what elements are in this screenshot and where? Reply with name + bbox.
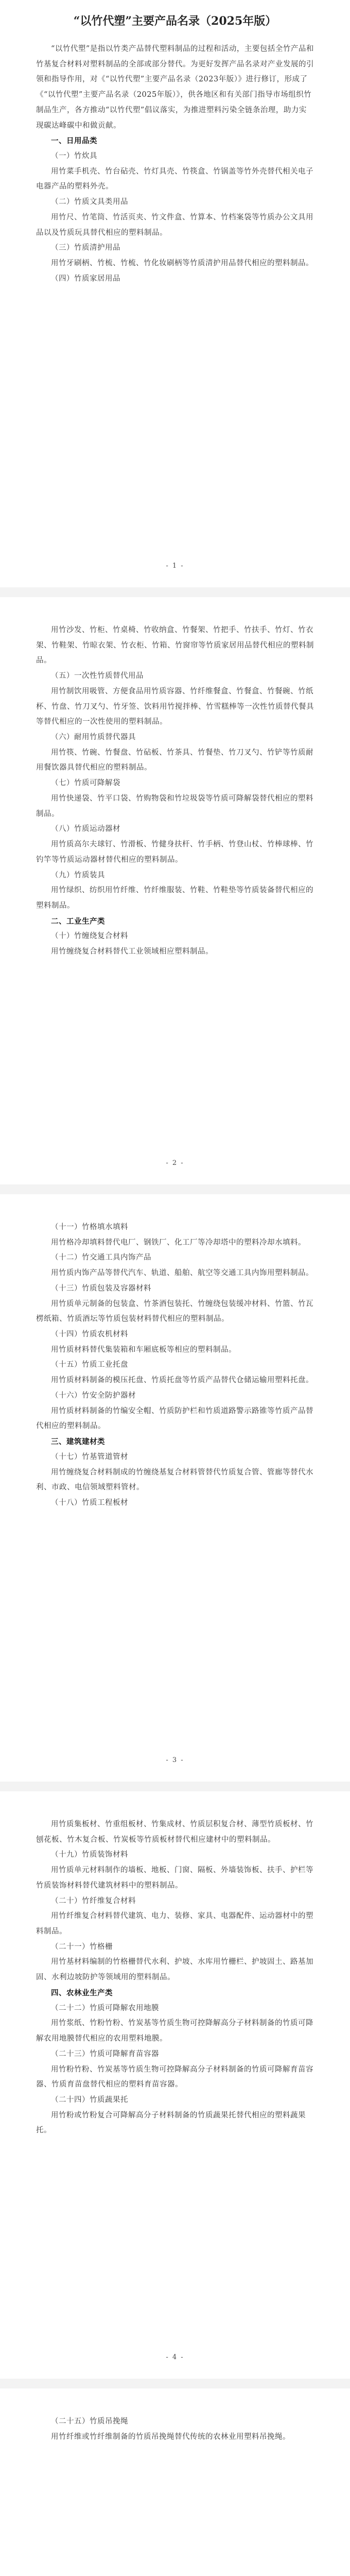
body-paragraph: 用竹质单元制备的包装盒、竹茶酒包装托、竹缠绕包装缓冲材料、竹篮、竹瓦楞纸箱、竹质酒坛等竹质包装材料替代相应的塑料制品。 xyxy=(36,1299,313,1324)
body-paragraph: 用竹制饮用吸管、方便食品用竹质容器、竹纤维餐盒、竹餐盒、竹餐碗、竹纸杯、竹盘、竹刀叉勺、竹牙签、饮料用竹搅拌棒、竹雪糕棒等一次性竹质替代餐具等替代相应的一次性使用的塑料制品。 xyxy=(36,687,314,726)
body-paragraph: 用竹绿织、纺织用竹纤维、竹纤维服装、竹鞋、竹鞋垫等竹质装备替代相应的塑料制品。 xyxy=(36,886,313,910)
subsection-heading: （十四）竹质农机材料 xyxy=(51,1330,128,1339)
document-page-3 xyxy=(0,1194,350,1782)
page-body xyxy=(36,1817,314,2139)
section-heading: 二、工业生产类 xyxy=(51,917,105,926)
subsection-heading: （二十五）竹质吊挽绳 xyxy=(51,2417,128,2426)
subsection-heading: （八）竹质运动器材 xyxy=(51,825,120,834)
body-paragraph: 用竹粉或竹粉复合可降解高分子材料制备的竹质蔬果托替代相应的塑料蔬果托。 xyxy=(36,2111,306,2135)
body-paragraph: 用竹快递袋、竹平口袋、竹购物袋和竹垃圾袋等竹质可降解袋替代相应的塑料制品。 xyxy=(36,794,313,818)
body-paragraph: 用竹缠绕复合材料制成的竹缠绕基复合材料管替代竹质复合管、管廊等替代水利、市政、电信领域塑料管材。 xyxy=(36,1468,313,1492)
body-paragraph: 用竹质高尔夫球钉、竹滑板、竹健身扶杆、竹手柄、竹登山杖、竹棒球棒、竹钓竿等竹质运动器材替代相应的塑料制品。 xyxy=(36,840,313,864)
subsection-heading: （十八）竹质工程板材 xyxy=(51,1498,128,1507)
body-paragraph: 用竹纤维或竹纤维制备的竹质吊挽绳替代传统的农林业用塑料吊挽绳。 xyxy=(51,2432,290,2441)
subsection-heading: （十）竹缠绕复合材料 xyxy=(51,932,128,941)
body-paragraph: 用竹尺、竹笔筒、竹活页夹、竹文件盒、竹算本、竹档案袋等竹质办公文具用品以及竹质玩具替代相应的塑料制品。 xyxy=(36,213,313,237)
body-paragraph: “以竹代塑”是指以竹类产品替代塑料制品的过程和活动，主要包括全竹产品和竹基复合材料对塑料制品的全部或部分替代。为更好发挥产品名录对产业发展的引领和指导作用，对《“以竹代塑”主要产品名录（2023年版）》进行修订，形成了《“以竹代塑”主要产品名录（2025年版）》，供各地区和有关部门指导市场组织竹制品生产，各方推动“以竹代塑”倡议落实，为推进塑料污染全链条治理，助力实现碳达峰碳中和做贡献。 xyxy=(36,45,314,130)
body-paragraph: 用竹牙刷柄、竹梳、竹梳、竹化妆刷柄等竹质清护用品替代相应的塑料制品。 xyxy=(51,259,313,268)
subsection-heading: （二）竹质文具类用品 xyxy=(51,198,128,207)
section-heading: 四、农林业生产类 xyxy=(51,1988,113,1997)
body-paragraph: 用竹质内饰产品等替代汽车、轨道、船舶、航空等交通工具内饰用塑料制品。 xyxy=(51,1269,313,1278)
subsection-heading: （一）竹炊具 xyxy=(51,152,97,161)
body-paragraph: 用竹质材料制备的模压托盘、竹质托盘等竹质产品替代仓储运输用塑料托盘。 xyxy=(51,1376,313,1385)
page-body xyxy=(36,42,314,287)
subsection-heading: （十一）竹格填水填料 xyxy=(51,1223,128,1231)
subsection-heading: （十九）竹质装饰材料 xyxy=(51,1851,128,1859)
body-paragraph: 用竹缠绕复合材料替代工业领域相应塑料制品。 xyxy=(51,947,213,956)
subsection-heading: （二十二）竹质可降解农用地膜 xyxy=(51,2004,159,2012)
section-heading: 三、建筑建材类 xyxy=(51,1437,105,1447)
subsection-heading: （四）竹质家居用品 xyxy=(51,274,120,283)
page-number: - 2 - xyxy=(166,1159,184,1167)
section-heading: 一、日用品类 xyxy=(51,137,97,146)
subsection-heading: （二十一）竹格栅 xyxy=(51,1942,113,1951)
subsection-heading: （九）竹质装具 xyxy=(51,871,105,879)
body-paragraph: 用竹纤维复合材料替代建筑、电力、装修、家具、电器配件、运动器材中的塑料制品。 xyxy=(36,1912,313,1936)
body-paragraph: 用竹质单元材料制作的墙板、地板、门窗、隔板、外墙装饰板、扶手、护栏等竹质装饰材料替代建筑材料中的塑料制品。 xyxy=(36,1866,313,1890)
subsection-heading: （十七）竹基管道管材 xyxy=(51,1452,128,1461)
page-number: - 4 - xyxy=(166,2353,184,2361)
body-paragraph: 用竹浆纸、竹粉竹粉、竹炭基等竹质生物可控降解高分子材料制备的竹质可降解农用地膜替代相应的农用塑料地膜。 xyxy=(36,2019,313,2043)
body-paragraph: 用竹粉竹粉、竹炭基等竹质生物可控降解高分子材料制备的竹质可降解育苗容器、竹质育苗盘替代相应的塑料育苗容器。 xyxy=(36,2065,313,2089)
subsection-heading: （十五）竹质工业托盘 xyxy=(51,1361,128,1369)
body-paragraph: 用竹沙发、竹柜、竹桌椅、竹收纳盒、竹餐架、竹把手、竹扶手、竹灯、竹衣架、竹鞋架、竹晾衣架、竹衣柜、竹箱、竹窗帘等竹质家居用品替代相应的塑料制品。 xyxy=(36,626,314,665)
subsection-heading: （二十三）竹质可降解育苗容器 xyxy=(51,2049,159,2058)
document-page-5 xyxy=(0,2388,350,2576)
body-paragraph: 用竹质集板材、竹重组板材、竹集成材、竹质层积复合材、薄型竹质板材、竹刨花板、竹木复合板、竹炭板等竹质板材替代相应建材中的塑料制品。 xyxy=(36,1820,313,1844)
body-paragraph: 用竹质材料制备的竹编安全帽、竹质防护栏和竹质道路警示路锥等竹质产品替代相应的塑料制品。 xyxy=(36,1406,313,1431)
page-number: - 3 - xyxy=(166,1756,184,1764)
subsection-heading: （十三）竹质包装及容器材料 xyxy=(51,1284,151,1293)
page-body xyxy=(36,2414,314,2445)
document-page-1 xyxy=(0,0,350,587)
page-number: - 1 - xyxy=(166,562,184,570)
document-title: “以竹代塑”主要产品名录（2025年版） xyxy=(73,14,277,28)
subsection-heading: （二十四）竹质蔬果托 xyxy=(51,2095,128,2104)
subsection-heading: （五）一次性竹质替代用品 xyxy=(51,672,144,681)
subsection-heading: （六）耐用竹质替代器具 xyxy=(51,733,136,742)
subsection-heading: （三）竹质清护用品 xyxy=(51,244,120,252)
body-paragraph: 用竹质材料替代集装箱和车厢底板等相应的塑料制品。 xyxy=(51,1345,236,1354)
document-page-4 xyxy=(0,1791,350,2379)
body-paragraph: 用竹格冷却填料替代电厂、钢铁厂、化工厂等冷却塔中的塑料冷却水填料。 xyxy=(51,1238,306,1247)
subsection-heading: （十六）竹安全防护器材 xyxy=(51,1391,136,1400)
page-body xyxy=(36,1220,314,1511)
subsection-heading: （七）竹质可降解袋 xyxy=(51,779,120,788)
page-body xyxy=(36,623,314,960)
body-paragraph: 用竹筷、竹碗、竹餐盘、竹砧板、竹茶具、竹餐垫、竹刀叉勺、竹铲等竹质耐用餐饮器具替代相应的塑料制品。 xyxy=(36,748,313,772)
document-page-2 xyxy=(0,597,350,1184)
body-paragraph: 用竹菜手机壳、竹台砧壳、竹灯具壳、竹筷盒、竹锅盖等竹外壳替代相关电子电器产品的塑料外壳。 xyxy=(36,167,313,191)
subsection-heading: （二十）竹纤维复合材料 xyxy=(51,1896,136,1905)
body-paragraph: 用竹基材料编制的竹格栅替代水利、护坡、水库用竹栅栏、护坡固土、路基加固、水利边坡防护等领域用的塑料制品。 xyxy=(36,1958,313,1982)
subsection-heading: （十二）竹交通工具内饰产品 xyxy=(51,1253,151,1262)
